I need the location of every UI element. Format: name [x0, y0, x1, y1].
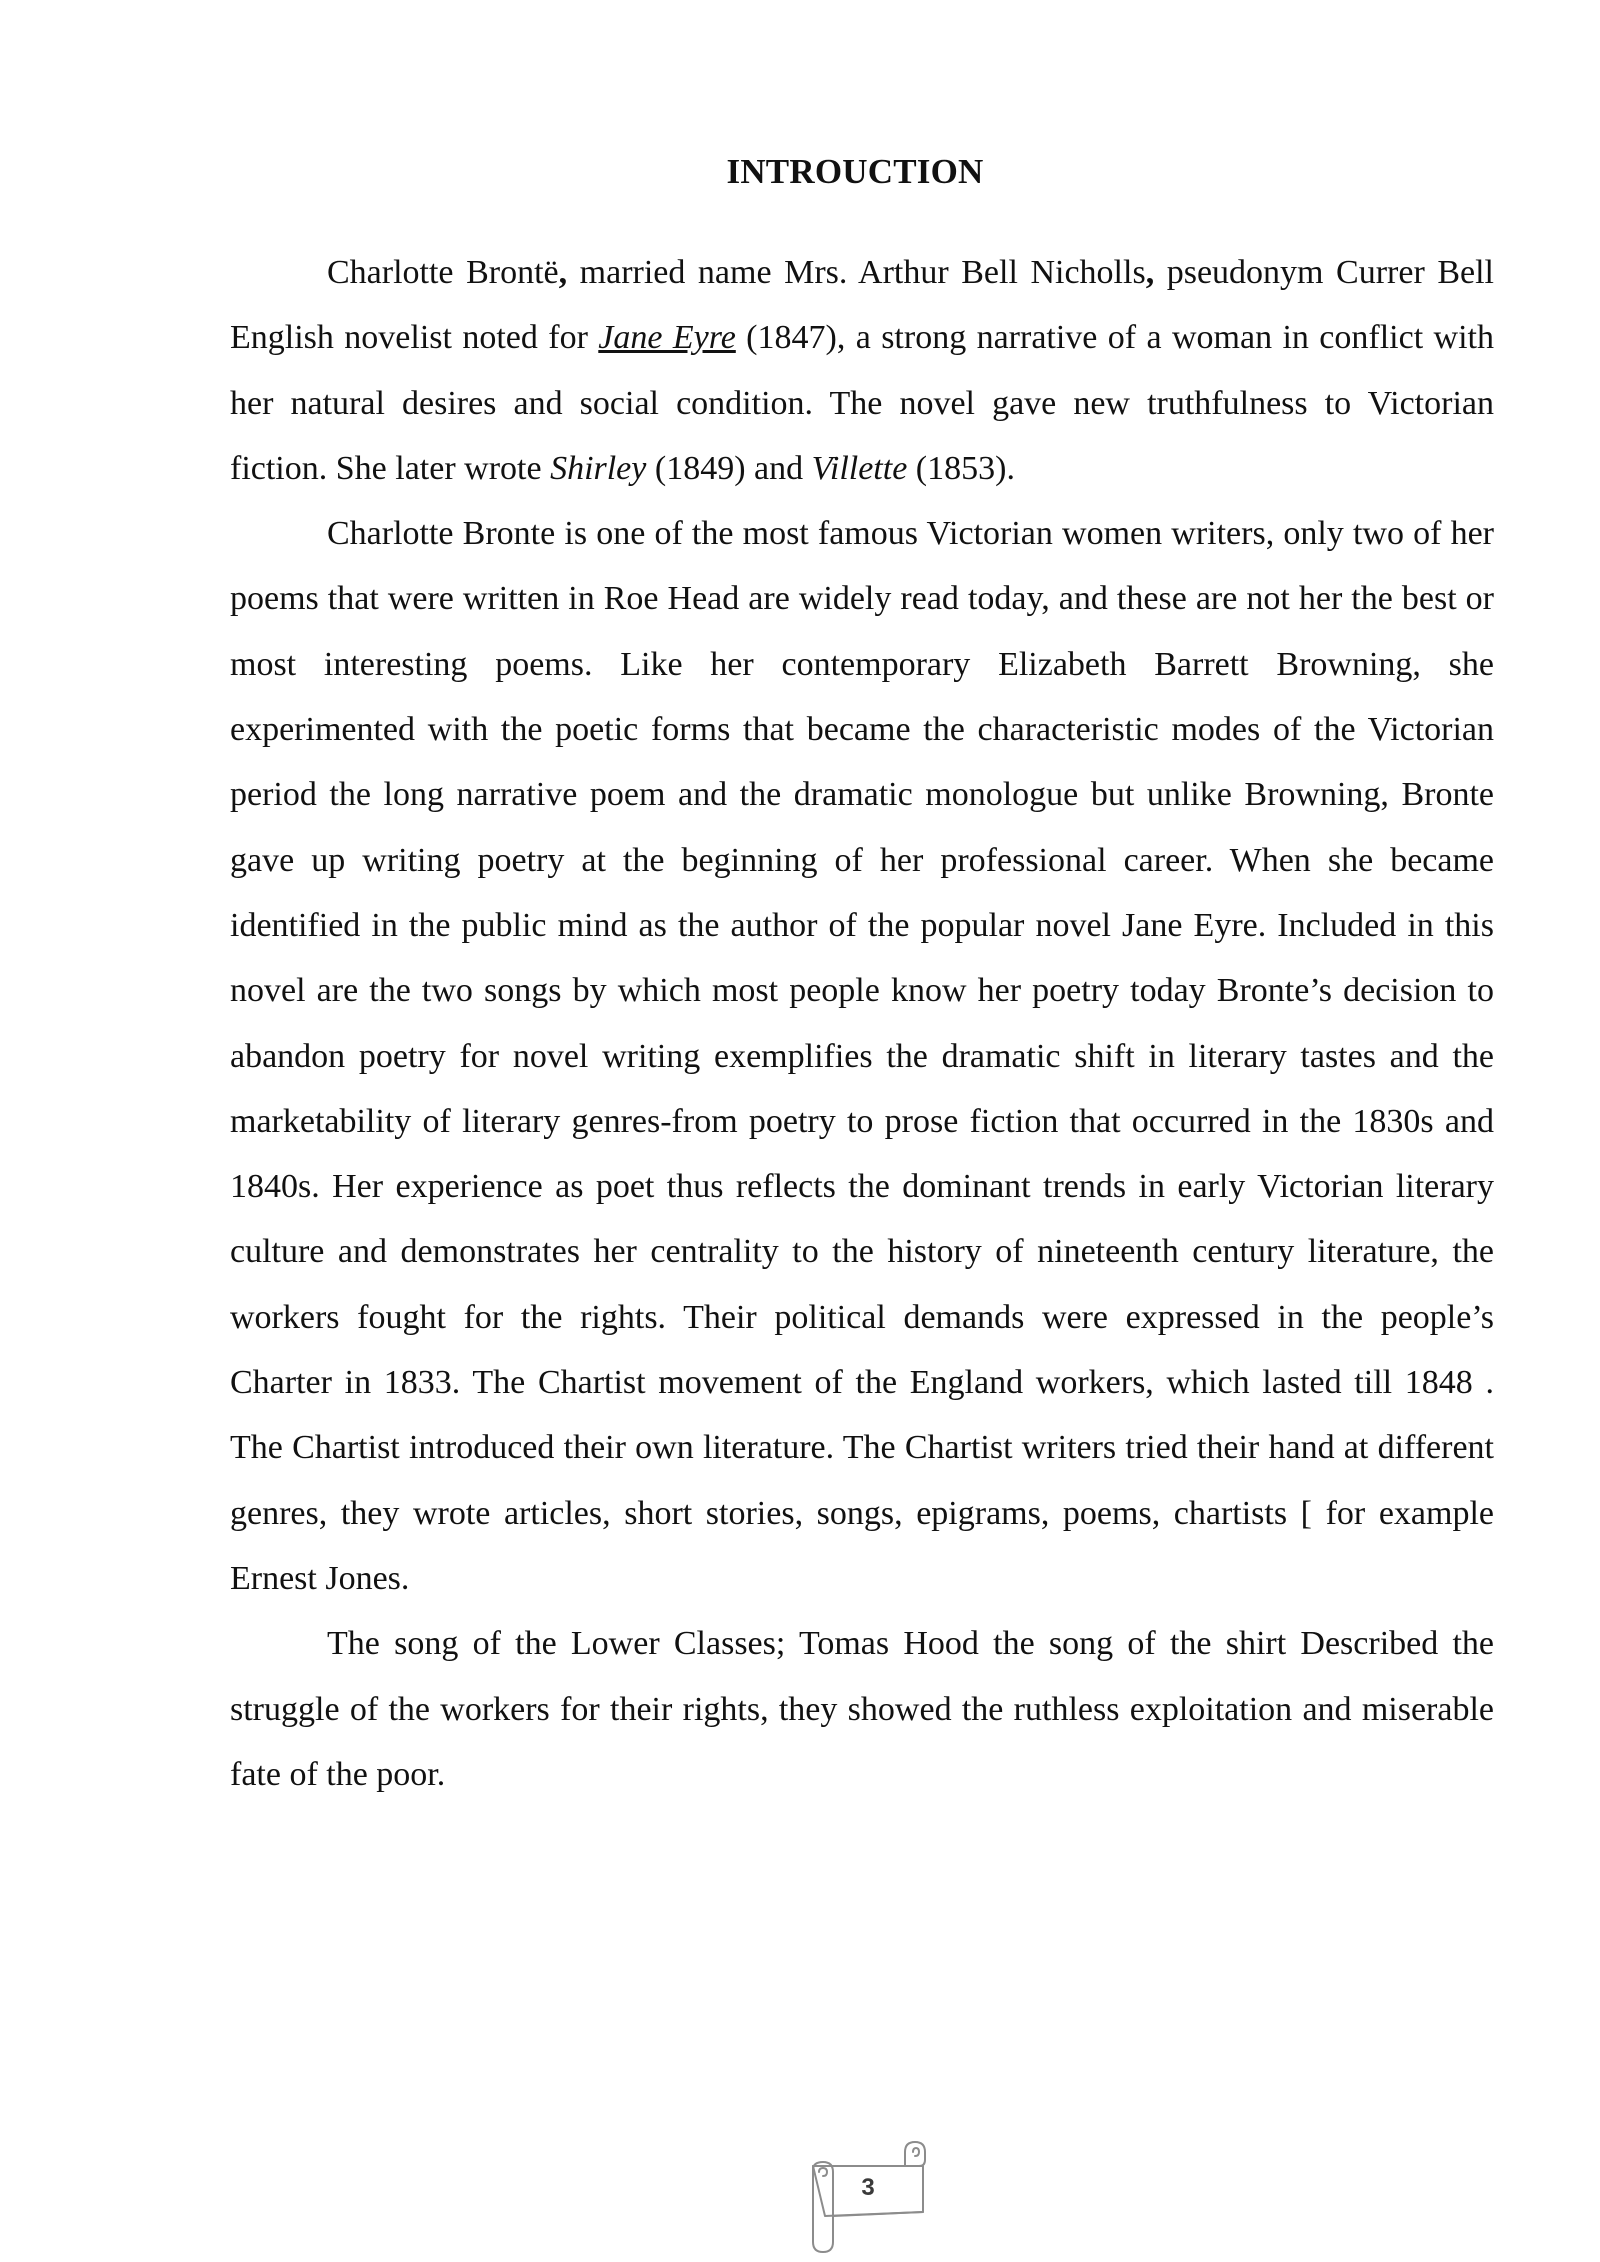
text-run: , — [1145, 254, 1155, 291]
text-run: (1853). — [907, 449, 1015, 487]
paragraph-1 — [230, 240, 1494, 501]
text-run: Charlotte Brontë — [327, 254, 559, 291]
page-title: INTROUCTION — [726, 152, 984, 191]
page-footer — [785, 2138, 935, 2256]
text-run: pseudonym Currer Bell English novelist noted for — [230, 254, 1494, 357]
page-number: 3 — [861, 2174, 875, 2201]
text-run: (1847), a strong narrative of a woman in conflict with her natural desires and social condition. The novel gave new truthfulness to Victorian fiction. She later wrote — [230, 319, 1494, 487]
book-title-jane-eyre[interactable]: Jane Eyre — [598, 319, 736, 357]
body-text — [230, 240, 1494, 1807]
text-run: (1849) and — [646, 449, 812, 487]
paragraph-2: Charlotte Bronte is one of the most famous Victorian women writers, only two of her poems that were written in Roe Head are widely read today, and these are not her the best or most interesting poems. Like her contemporary Elizabeth Barrett Browning, she experimented with the poetic forms that became the characteristic modes of the Victorian period the long narrative poem and the dramatic monologue but unlike Browning, Bronte gave up writing poetry at the beginning of her professional career. When she became identified in the public mind as the author of the popular novel Jane Eyre. Included in this novel are the two songs by which most people know her poetry today Bronte’s decision to abandon poetry for novel writing exemplifies the dramatic shift in literary tastes and the marketability of literary genres-from poetry to prose fiction that occurred in the 1830s and 1840s. Her experience as poet thus reflects the dominant trends in early Victorian literary culture and demonstrates her centrality to the history of nineteenth century literature, the workers fought for the rights. Their political demands were expressed in the people’s Charter in 1833. The Chartist movement of the England workers, which lasted till 1848 . The Chartist introduced their own literature. The Chartist writers tried their hand at different genres, they wrote articles, short stories, songs, epigrams, poems, chartists [ for example Ernest Jones. — [230, 515, 1494, 1597]
text-run: , — [558, 254, 568, 291]
book-title-shirley: Shirley — [550, 449, 647, 487]
text-run: married name Mrs. Arthur Bell Nicholls — [567, 254, 1146, 291]
paragraph-3: The song of the Lower Classes; Tomas Hood the song of the shirt Described the struggle of the workers for their rights, they showed the ruthless exploitation and miserable fate of the poor. — [230, 1625, 1494, 1793]
book-title-villette: Villette — [811, 449, 908, 487]
